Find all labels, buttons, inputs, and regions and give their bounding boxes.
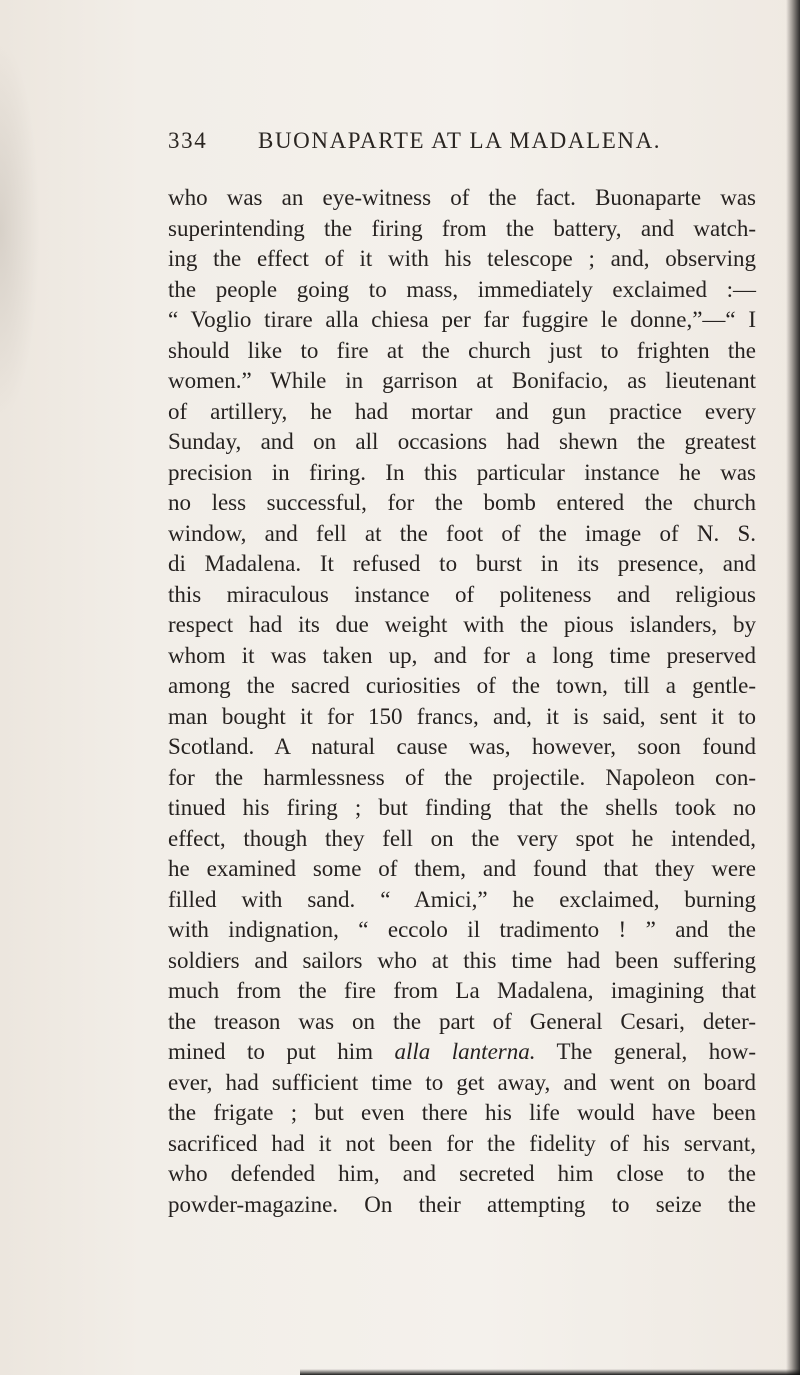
text-segment: The general, how- [535,1039,756,1064]
text-line: this miraculous instance of politeness and religious [168,581,756,607]
page-edge-shadow [786,0,800,1375]
text-line-italic-phrase [168,1037,756,1068]
text-line: among the sacred curiosities of the town, till a gentle- [168,673,756,698]
text-line: no less successful, for the bomb entered the church [168,490,756,515]
text-line: women.” While in garrison at Bonifacio, as lieutenant [168,368,756,393]
text-line: Scotland. A natural cause was, however, soon found [168,734,756,759]
text-line: ever, had sufficient time to get away, and went on board [168,1069,756,1095]
text-line: tinued his firing ; but finding that the shells took no [168,795,756,820]
italic-phrase: alla lanterna. [394,1039,536,1064]
text-line: the people going to mass, immediately exclaimed :— [168,276,756,302]
text-line: the frigate ; but even there his life would have been [168,1100,756,1125]
text-line: di Madalena. It refused to burst in its presence, and [168,551,756,576]
text-line: powder-magazine. On their attempting to seize the [168,1191,756,1217]
text-line: who defended him, and secreted him close to the [168,1161,756,1186]
paper-show-through [0,40,40,420]
text-line: soldiers and sailors who at this time had been suffering [168,947,756,973]
text-line: ing the effect of it with his telescope ; and, observing [168,246,756,271]
text-line: should like to fire at the church just to frighten the [168,337,756,363]
text-segment: mined to put him [168,1039,395,1064]
text-line: with indignation, “ eccolo il tradimento ! ” and the [168,917,756,942]
text-line: for the harmlessness of the projectile. Napoleon con- [168,764,756,790]
text-line: filled with sand. “ Amici,” he exclaimed, burning [168,886,756,912]
text-line: “ Voglio tirare alla chiesa per far fuggire le donne,”—“ I [168,307,756,332]
running-head [168,128,662,158]
text-line: man bought it for 150 francs, and, it is said, sent it to [168,703,756,729]
text-line: respect had its due weight with the pious islanders, by [168,612,756,637]
page-number: 334 [168,128,208,153]
text-line: of artillery, he had mortar and gun practice every [168,398,756,424]
text-line: superintending the firing from the battery, and watch- [168,215,756,241]
text-line: effect, though they fell on the very spot he intended, [168,825,756,851]
text-line: who was an eye-witness of the fact. Buonaparte was [168,185,756,210]
page-bottom-shadow [300,1369,800,1375]
text-line: the treason was on the part of General Cesari, deter- [168,1008,756,1034]
text-line: whom it was taken up, and for a long time preserved [168,642,756,668]
running-title: BUONAPARTE AT LA MADALENA. [258,128,662,153]
text-line: Sunday, and on all occasions had shewn the greatest [168,429,756,454]
text-line: window, and fell at the foot of the image of N. S. [168,520,756,546]
text-line: much from the fire from La Madalena, imagining that [168,978,756,1003]
text-line: precision in firing. In this particular instance he was [168,459,756,485]
text-line: sacrificed had it not been for the fidelity of his servant, [168,1130,756,1156]
text-line: he examined some of them, and found that they were [168,856,756,881]
body-text [168,183,756,1220]
